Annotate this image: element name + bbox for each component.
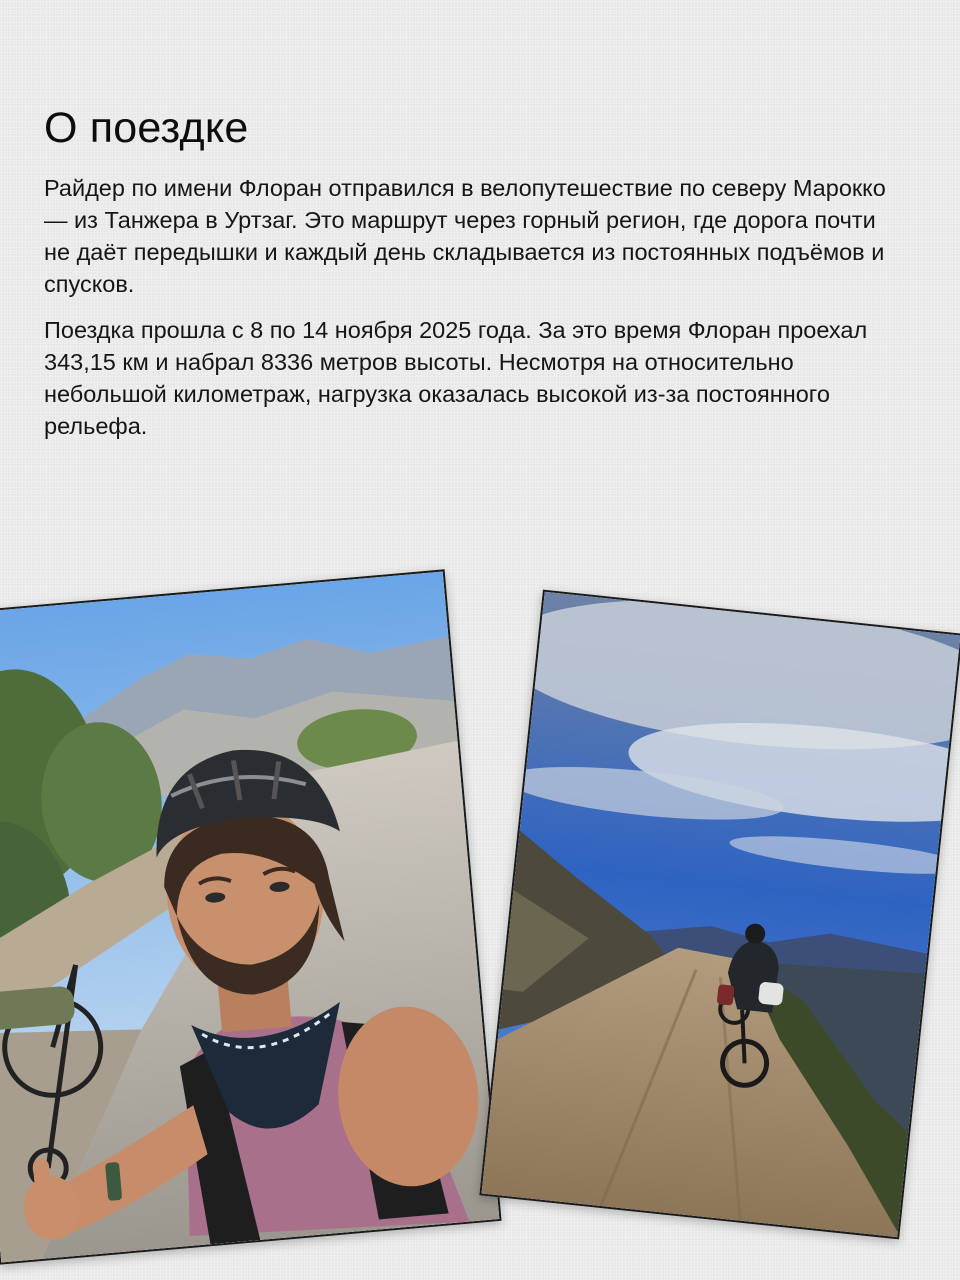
page-title: О поездке: [44, 104, 249, 152]
selfie-photo: [0, 569, 502, 1264]
gravel-road-photo: [479, 590, 960, 1240]
intro-paragraph: Райдер по имени Флоран отправился в велопутешествие по северу Марокко — из Танжера в Уртзаг. Это маршрут через горный регион, где дорога почти не даёт передышки и каждый день складывается из постоянных подъёмов и спусков.: [44, 175, 886, 297]
stats-paragraph: Поездка прошла с 8 по 14 ноября 2025 года. За это время Флоран проехал 343,15 км и набрал 8336 метров высоты. Несмотря на относительно небольшой километраж, нагрузка оказалась высокой из-за постоянного рельефа.: [44, 317, 868, 439]
selfie-cyclist-photo-icon: [0, 571, 499, 1262]
gravel-road-cyclist-photo-icon: [482, 592, 960, 1237]
